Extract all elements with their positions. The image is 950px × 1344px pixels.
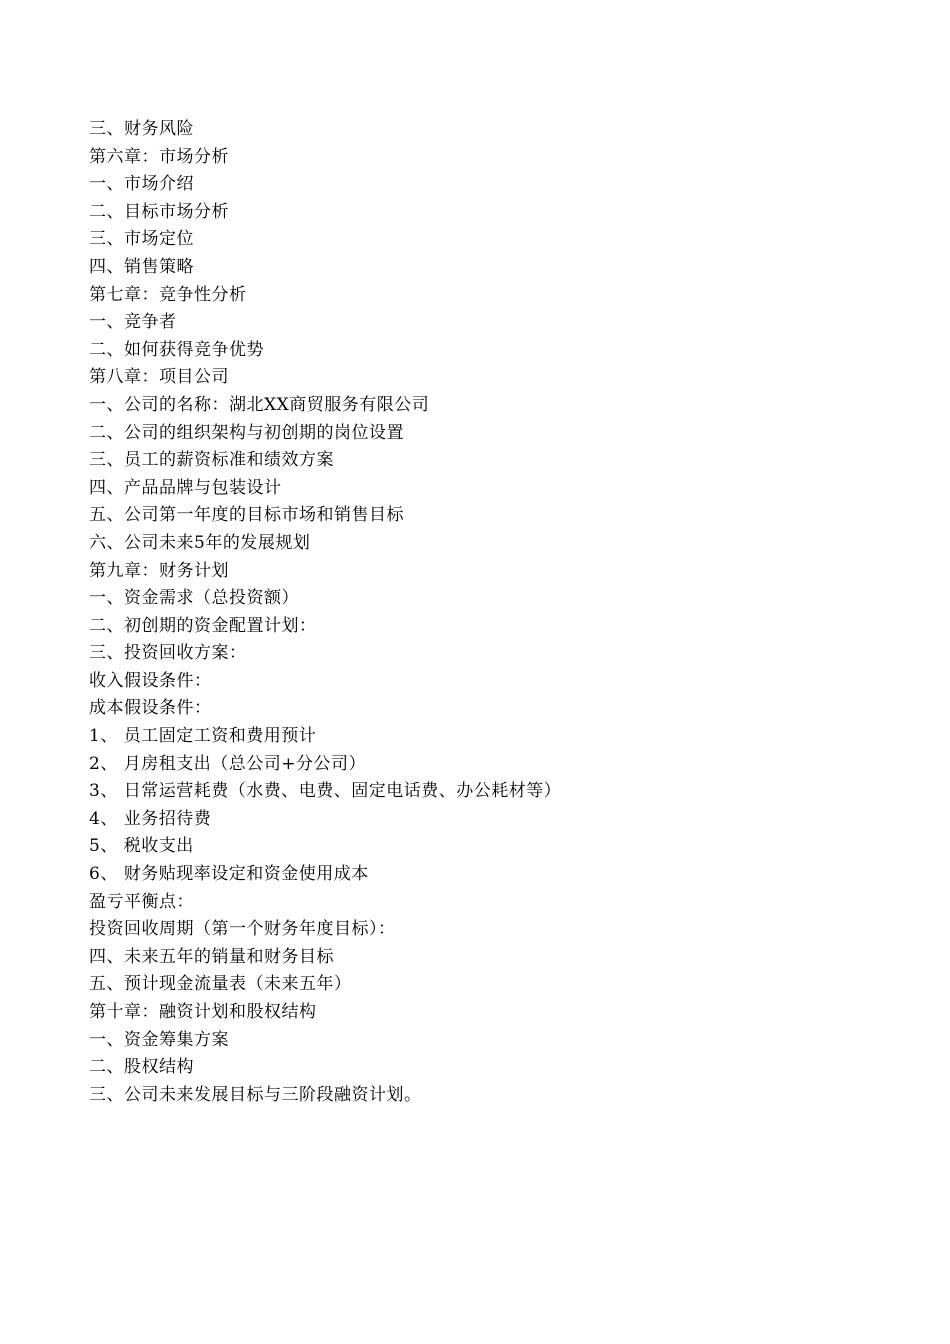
toc-line: 四、未来五年的销量和财务目标 xyxy=(89,946,334,967)
chapter-heading: 第七章：竞争性分析 xyxy=(89,284,247,305)
toc-line: 一、竞争者 xyxy=(89,312,177,333)
toc-line: 三、财务风险 xyxy=(89,119,194,139)
chapter-heading: 第九章：财务计划 xyxy=(89,560,229,581)
toc-line: 三、员工的薪资标准和绩效方案 xyxy=(89,450,334,471)
toc-line: 投资回收周期（第一个财务年度目标）： xyxy=(89,919,396,940)
toc-line: 收入假设条件： xyxy=(89,670,212,691)
toc-line: 盈亏平衡点： xyxy=(89,891,194,912)
numbered-item: 1、 员工固定工资和费用预计 xyxy=(89,726,317,747)
toc-line: 五、公司第一年度的目标市场和销售目标 xyxy=(89,505,404,526)
toc-line: 四、销售策略 xyxy=(89,256,194,277)
toc-line: 四、产品品牌与包装设计 xyxy=(89,477,282,498)
numbered-item: 6、 财务贴现率设定和资金使用成本 xyxy=(89,864,369,885)
table-of-contents xyxy=(89,116,561,1109)
toc-line: 五、预计现金流量表（未来五年） xyxy=(89,974,352,995)
toc-line: 二、初创期的资金配置计划： xyxy=(89,615,317,636)
chapter-heading: 第十章：融资计划和股权结构 xyxy=(89,1002,317,1022)
numbered-item: 5、 税收支出 xyxy=(89,836,194,857)
numbered-item: 2、 月房租支出（总公司+分公司） xyxy=(89,753,366,774)
toc-line: 二、股权结构 xyxy=(89,1057,194,1078)
toc-line: 二、目标市场分析 xyxy=(89,201,229,222)
toc-line: 一、资金筹集方案 xyxy=(89,1029,229,1050)
chapter-heading: 第六章：市场分析 xyxy=(89,146,229,167)
toc-line: 二、如何获得竞争优势 xyxy=(89,339,264,360)
toc-line: 三、公司未来发展目标与三阶段融资计划。 xyxy=(89,1084,422,1105)
toc-line: 三、市场定位 xyxy=(89,229,194,250)
toc-line: 一、资金需求（总投资额） xyxy=(89,588,299,609)
toc-line: 六、公司未来5年的发展规划 xyxy=(89,532,311,553)
toc-line: 三、投资回收方案： xyxy=(89,643,247,664)
toc-line: 一、市场介绍 xyxy=(89,174,194,195)
chapter-heading: 第八章：项目公司 xyxy=(89,367,229,388)
toc-line: 二、公司的组织架构与初创期的岗位设置 xyxy=(89,422,404,443)
toc-line: 一、公司的名称：湖北XX商贸服务有限公司 xyxy=(89,394,430,415)
toc-line: 成本假设条件： xyxy=(89,698,212,719)
numbered-item: 4、 业务招待费 xyxy=(89,808,212,829)
numbered-item: 3、 日常运营耗费（水费、电费、固定电话费、办公耗材等） xyxy=(89,781,562,802)
